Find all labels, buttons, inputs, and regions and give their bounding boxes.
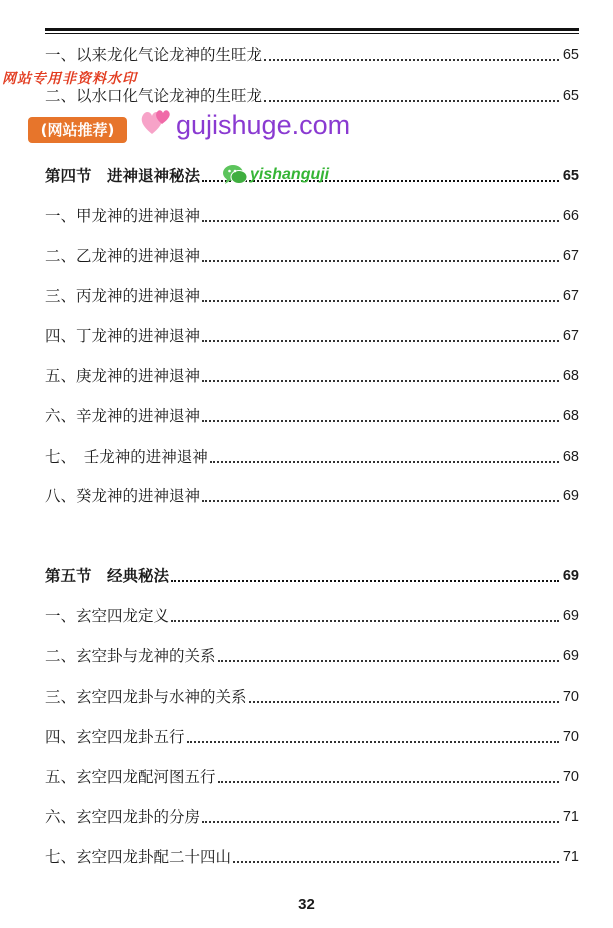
recommend-badge: (网站推荐) [28, 117, 127, 143]
watermark-site: gujishuge.com [176, 110, 351, 140]
toc-entry-label: 一、甲龙神的进神退神 [45, 207, 201, 225]
toc-entry-label: 四、玄空四龙卦五行 [45, 728, 185, 746]
toc-entry-label: 六、玄空四龙卦的分房 [45, 808, 201, 826]
toc-entry-label: 三、玄空四龙卦与水神的关系 [45, 688, 247, 706]
toc-entry-page: 68 [562, 408, 579, 424]
toc-entry-page: 68 [562, 368, 579, 384]
dot-leader [187, 741, 559, 743]
toc-entry-label: 八、癸龙神的进神退神 [45, 487, 201, 505]
dot-leader [264, 100, 559, 102]
toc-entry[interactable] [45, 285, 579, 307]
toc-entry-page: 66 [562, 208, 579, 224]
toc-entry-page: 69 [562, 488, 579, 504]
toc-entry[interactable] [45, 766, 579, 788]
toc-entry[interactable] [45, 405, 579, 427]
dot-leader [218, 660, 559, 662]
dot-leader [202, 500, 559, 502]
toc-entry[interactable] [45, 245, 579, 267]
toc-entry-label: 三、丙龙神的进神退神 [45, 287, 201, 305]
toc-entry-page: 70 [562, 769, 579, 785]
toc-entry-page: 67 [562, 248, 579, 264]
toc-entry[interactable] [45, 44, 579, 66]
hearts-icon [138, 104, 174, 140]
dot-leader [202, 821, 559, 823]
toc-entry-label: 一、以来龙化气论龙神的生旺龙 [45, 46, 263, 64]
toc-entry[interactable] [45, 485, 579, 507]
toc-entry-page: 70 [562, 729, 579, 745]
dot-leader [249, 701, 559, 703]
toc-entry[interactable] [45, 726, 579, 748]
dot-leader [264, 59, 559, 61]
toc-entry-page: 71 [562, 809, 579, 825]
dot-leader [202, 420, 559, 422]
dot-leader [202, 260, 559, 262]
watermark-notice: 网站专用非资料水印 [2, 71, 137, 87]
toc-section-label: 第四节 进神退神秘法 [45, 166, 201, 185]
toc-entry-label: 五、玄空四龙配河图五行 [45, 768, 216, 786]
toc-entry[interactable] [45, 365, 579, 387]
watermark-account: yishanguji [250, 166, 330, 183]
dot-leader [202, 340, 559, 342]
toc-entry-label: 二、乙龙神的进神退神 [45, 247, 201, 265]
toc-entry-label: 四、丁龙神的进神退神 [45, 327, 201, 345]
toc-entry-page: 69 [562, 608, 579, 624]
toc-entry[interactable] [45, 605, 579, 627]
top-rule-thick [45, 28, 579, 31]
page-number: 32 [298, 896, 315, 913]
toc-entry[interactable] [45, 686, 579, 708]
toc-entry-page: 68 [562, 449, 579, 465]
toc-section-page: 69 [562, 568, 579, 584]
dot-leader [171, 580, 559, 582]
toc-section-label: 第五节 经典秘法 [45, 566, 170, 585]
toc-entry-label: 二、玄空卦与龙神的关系 [45, 647, 216, 665]
dot-leader [233, 861, 559, 863]
toc-section-page: 65 [562, 168, 579, 184]
toc-entry-label: 七、玄空四龙卦配二十四山 [45, 848, 232, 866]
toc-entry-label: 五、庚龙神的进神退神 [45, 367, 201, 385]
dot-leader [210, 461, 559, 463]
toc-entry[interactable] [45, 806, 579, 828]
dot-leader [171, 620, 559, 622]
toc-entry-page: 71 [562, 849, 579, 865]
toc-entry-page: 65 [562, 88, 579, 104]
toc-entry[interactable] [45, 205, 579, 227]
chat-icon [222, 163, 248, 187]
toc-entry-label: 二、以水口化气论龙神的生旺龙 [45, 87, 263, 105]
toc-entry-label: 七、 壬龙神的进神退神 [45, 448, 208, 466]
toc-entry-label: 六、辛龙神的进神退神 [45, 407, 201, 425]
dot-leader [202, 220, 559, 222]
toc-entry[interactable] [45, 446, 579, 468]
toc-entry-page: 67 [562, 328, 579, 344]
toc-entry[interactable] [45, 85, 579, 107]
top-rule-thin [45, 33, 579, 34]
dot-leader [202, 380, 559, 382]
toc-entry[interactable] [45, 645, 579, 667]
toc-entry-page: 70 [562, 689, 579, 705]
toc-section-heading[interactable] [45, 565, 579, 587]
toc-entry[interactable] [45, 846, 579, 868]
dot-leader [218, 781, 559, 783]
toc-entry-page: 69 [562, 648, 579, 664]
toc-entry-page: 65 [562, 47, 579, 63]
toc-entry-page: 67 [562, 288, 579, 304]
toc-entry[interactable] [45, 325, 579, 347]
dot-leader [202, 300, 559, 302]
toc-entry-label: 一、玄空四龙定义 [45, 607, 170, 625]
